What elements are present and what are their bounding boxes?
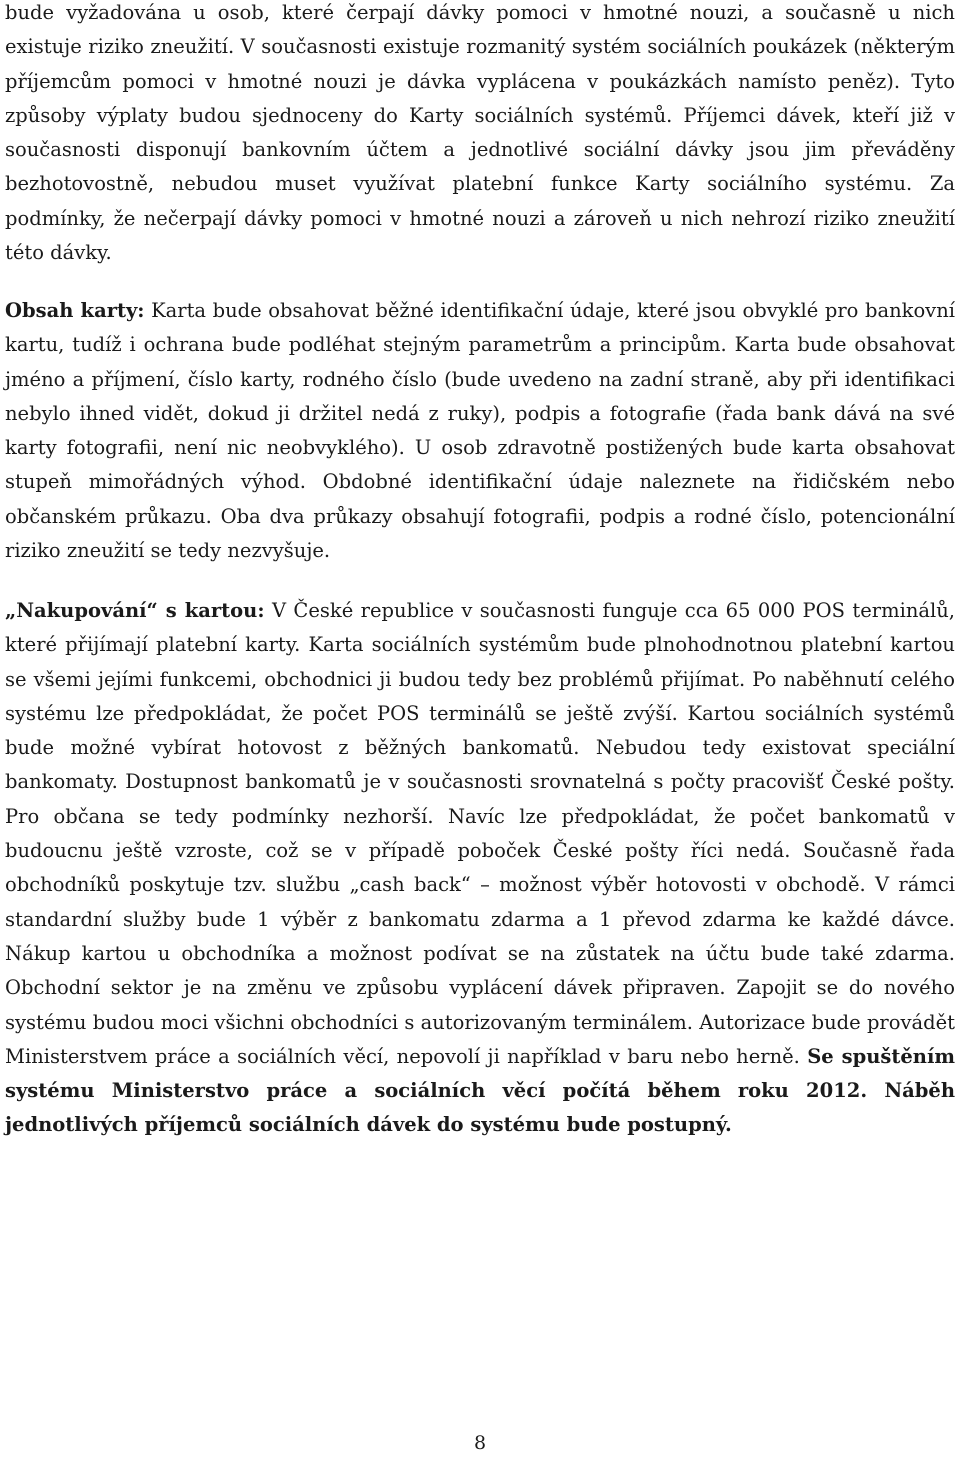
shopping-paragraph	[5, 594, 955, 1143]
intro-paragraph: bude vyžadována u osob, které čerpají dávky pomoci v hmotné nouzi, a současně u nich existuje riziko zneužití. V současnosti existuje rozmanitý systém sociálních poukázek (některým příjemcům pomoci v hmotné nouzi je dávka vyplácena v poukázkách namísto peněz). Tyto způsoby výplaty budou sjednoceny do Karty sociálních systémů. Příjemci dávek, kteří již v současnosti disponují bankovním účtem a jednotlivé sociální dávky jsou jim převáděny bezhotovostně, nebudou muset využívat platební funkce Karty sociálního systému. Za podmínky, že nečerpají dávky pomoci v hmotné nouzi a zároveň u nich nehrozí riziko zneužití této dávky.	[5, 1, 955, 265]
page-number: 8	[473, 1432, 487, 1454]
card-content-paragraph	[5, 294, 955, 568]
card-content-text: Karta bude obsahovat běžné identifikační údaje, které jsou obvyklé pro bankovní kartu, tudíž i ochrana bude podléhat stejným parametrům a principům. Karta bude obsahovat jméno a příjmení, číslo karty, rodného číslo (bude uvedeno na zadní straně, aby při identifikaci nebylo ihned vidět, dokud ji držitel nedá z ruky), podpis a fotografie (řada bank dává na své karty fotografii, není nic neobvyklého). U osob zdravotně postižených bude karta obsahovat stupeň mimořádných výhod. Obdobné identifikační údaje naleznete na řidičském nebo občanském průkazu. Oba dva průkazy obsahují fotografii, podpis a rodné číslo, potencionální riziko zneužití se tedy nezvyšuje.	[5, 299, 955, 563]
card-content-heading: Obsah karty:	[5, 299, 145, 322]
shopping-heading: „Nakupování“ s kartou:	[5, 599, 265, 622]
shopping-text: V České republice v současnosti funguje cca 65 000 POS terminálů, které přijímají platební karty. Karta sociálních systémům bude plnohodnotnou platební kartou se všemi jejími funkcemi, obchodnici ji budou tedy bez problémů přijímat. Po naběhnutí celého systému lze předpokládat, že počet POS terminálů se ještě zvýší. Kartou sociálních systémů bude možné vybírat hotovost z běžných bankomatů. Nebudou tedy existovat speciální bankomaty. Dostupnost bankomatů je v současnosti srovnatelná s počty pracovišť České pošty. Pro občana se tedy podmínky nezhorší. Navíc lze předpokládat, že počet bankomatů v budoucnu ještě vzroste, což se v případě poboček České pošty říci nedá. Současně řada obchodníků poskytuje tzv. službu „cash back“ – možnost výběr hotovosti v obchodě. V rámci standardní služby bude 1 výběr z bankomatu zdarma a 1 převod zdarma ke každé dávce. Nákup kartou u obchodníka a možnost podívat se na zůstatek na účtu bude také zdarma. Obchodní sektor je na změnu ve způsobu vyplácení dávek připraven. Zapojit se do nového systému budou moci všichni obchodníci s autorizovaným terminálem. Autorizace bude provádět Ministerstvem práce a sociálních věcí, nepovolí ji například v baru nebo herně.	[5, 599, 955, 1068]
shopping-closing-statement: Se spuštěním systému Ministerstvo práce a sociálních věcí počítá během roku 2012. Náběh jednotlivých příjemců sociálních dávek do systému bude postupný.	[5, 1044, 955, 1137]
